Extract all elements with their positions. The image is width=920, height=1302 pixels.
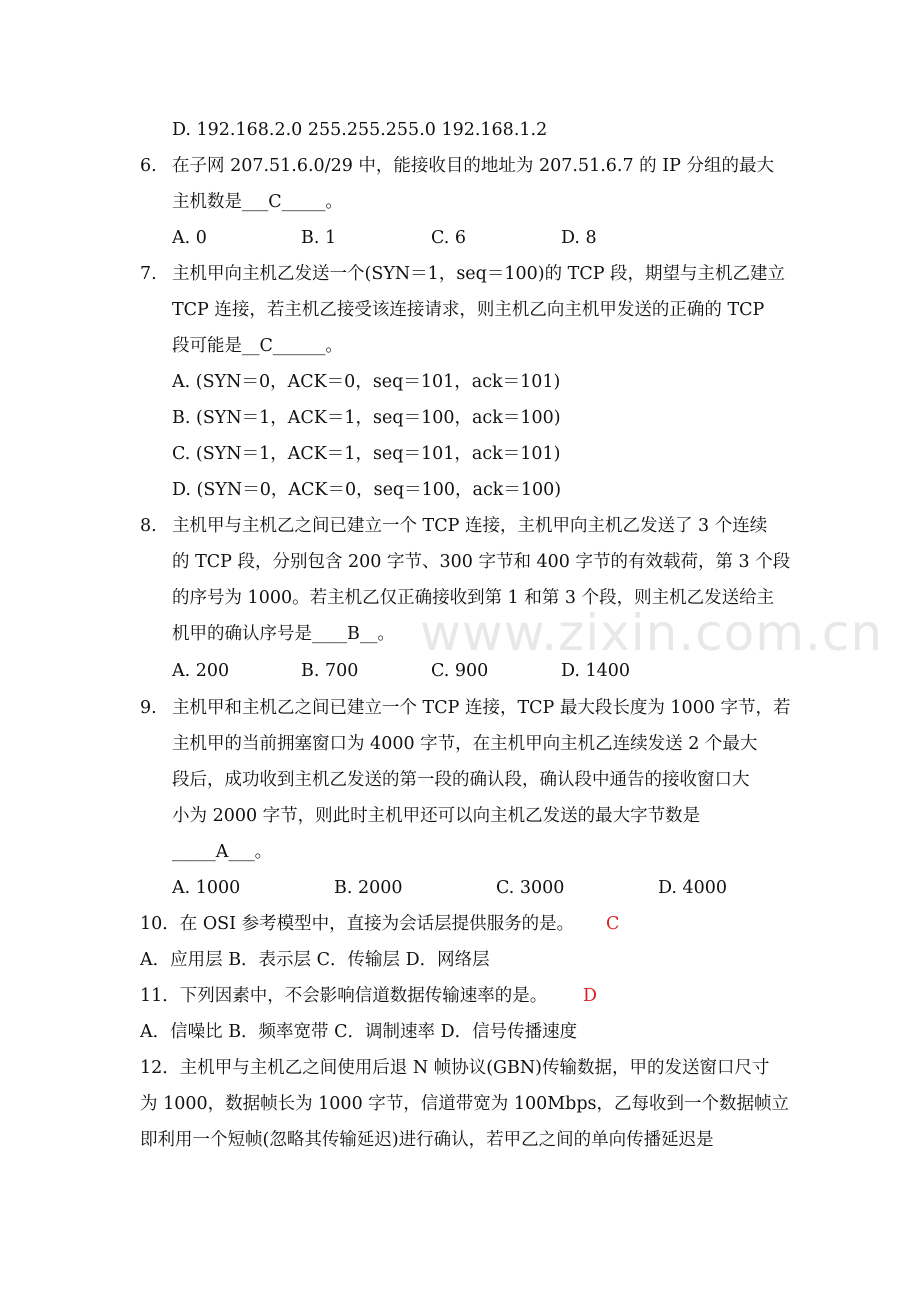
q8-stem-line1: 主机甲与主机乙之间已建立一个 TCP 连接，主机甲向主机乙发送了 3 个连续 [172, 516, 768, 536]
q5-option-d: D. 192.168.2.0 255.255.255.0 192.168.1.2 [172, 120, 548, 140]
q11-question: 11．下列因素中，不会影响信道数据传输速率的是。 [140, 986, 548, 1006]
q6-stem-line2: 主机数是___C_____。 [172, 192, 343, 212]
q7-stem-line3: 段可能是__C______。 [172, 336, 343, 356]
q7-stem-line1: 主机甲向主机乙发送一个(SYN＝1，seq＝100)的 TCP 段，期望与主机乙建立 [172, 264, 786, 284]
q10-options: A．应用层 B．表示层 C．传输层 D．网络层 [140, 950, 490, 970]
q8-number: 8. [140, 516, 157, 536]
q6-option-d: D. 8 [561, 228, 597, 248]
q8-option-a: A. 200 [172, 661, 230, 681]
q11-answer: D [583, 986, 598, 1006]
q9-option-d: D. 4000 [658, 878, 728, 898]
q9-option-a: A. 1000 [172, 878, 241, 898]
q7-option-d: D. (SYN＝0，ACK＝0，seq＝100，ack＝100) [172, 480, 562, 500]
q10-question: 10．在 OSI 参考模型中，直接为会话层提供服务的是。 [140, 914, 575, 934]
q8-stem-line4: 机甲的确认序号是____B__。 [172, 624, 395, 644]
q12-stem-line3: 即利用一个短帧(忽略其传输延迟)进行确认，若甲乙之间的单向传播延迟是 [140, 1130, 714, 1150]
q6-number: 6. [140, 156, 157, 176]
q9-stem-line2: 主机甲的当前拥塞窗口为 4000 字节，在主机甲向主机乙连续发送 2 个最大 [172, 734, 758, 754]
q9-stem-line1: 主机甲和主机乙之间已建立一个 TCP 连接，TCP 最大段长度为 1000 字节，若 [172, 698, 791, 718]
q8-option-d: D. 1400 [561, 661, 631, 681]
q8-stem-line2: 的 TCP 段，分别包含 200 字节、300 字节和 400 字节的有效载荷，第 3 个段 [172, 552, 791, 572]
q6-option-a: A. 0 [172, 228, 207, 248]
q7-number: 7. [140, 264, 157, 284]
q9-option-c: C. 3000 [496, 878, 565, 898]
q7-option-b: B. (SYN＝1，ACK＝1，seq＝100，ack＝100) [172, 408, 561, 428]
q10-answer: C [606, 914, 620, 934]
q7-option-c: C. (SYN＝1，ACK＝1，seq＝101，ack＝101) [172, 444, 561, 464]
q8-option-b: B. 700 [301, 661, 359, 681]
q9-stem-line4: 小为 2000 字节，则此时主机甲还可以向主机乙发送的最大字节数是 [172, 806, 701, 826]
q9-option-b: B. 2000 [334, 878, 403, 898]
q9-stem-line3: 段后，成功收到主机乙发送的第一段的确认段，确认段中通告的接收窗口大 [172, 770, 750, 790]
q12-stem-line1: 12．主机甲与主机乙之间使用后退 N 帧协议(GBN)传输数据，甲的发送窗口尺寸 [140, 1058, 770, 1078]
q7-option-a: A. (SYN＝0，ACK＝0，seq＝101，ack＝101) [172, 372, 561, 392]
q11-options: A．信噪比 B．频率宽带 C．调制速率 D．信号传播速度 [140, 1022, 578, 1042]
watermark: www.zixin.com.cn [420, 604, 884, 662]
q9-stem-line5: _____A___。 [172, 842, 273, 862]
q6-option-b: B. 1 [301, 228, 337, 248]
q12-stem-line2: 为 1000，数据帧长为 1000 字节，信道带宽为 100Mbps，乙每收到一个数据帧立 [140, 1094, 790, 1114]
q8-stem-line3: 的序号为 1000。若主机乙仅正确接收到第 1 和第 3 个段，则主机乙发送给主 [172, 588, 775, 608]
q6-option-c: C. 6 [431, 228, 467, 248]
q7-stem-line2: TCP 连接，若主机乙接受该连接请求，则主机乙向主机甲发送的正确的 TCP [172, 300, 765, 320]
q9-number: 9. [140, 698, 157, 718]
q8-option-c: C. 900 [431, 661, 489, 681]
q6-stem-line1: 在子网 207.51.6.0/29 中，能接收目的地址为 207.51.6.7 的 IP 分组的最大 [172, 156, 774, 176]
